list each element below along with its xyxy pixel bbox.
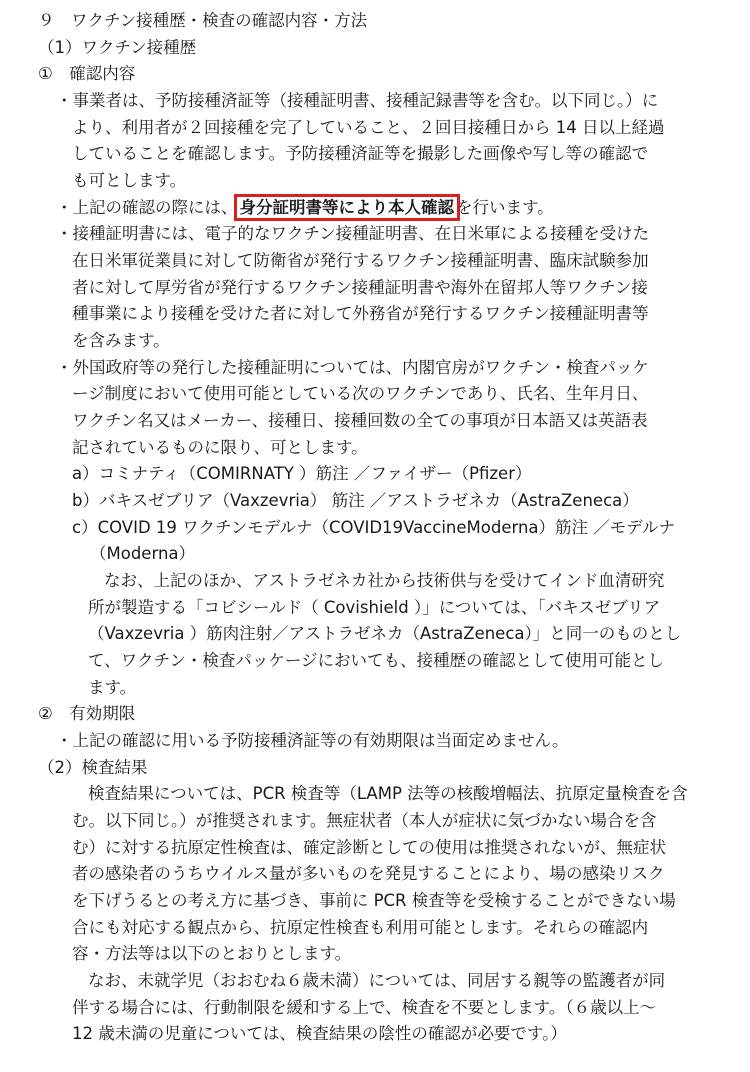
text-after-highlight: を行います。 bbox=[456, 197, 554, 217]
subsection-title-vaccination: （1）ワクチン接種歴 bbox=[38, 37, 197, 57]
paragraph-line: 伴する場合には、行動制限を緩和する上で、検査を不要とします。（６歳以上～ bbox=[72, 997, 657, 1017]
paragraph-line-identity bbox=[56, 195, 554, 222]
paragraph-line: なお、未就学児（おおむね６歳未満）については、同居する親等の監護者が同 bbox=[88, 971, 666, 990]
text-before-highlight: ・上記の確認の際には、 bbox=[56, 197, 238, 217]
paragraph-line: 検査結果については、PCR 検査等（LAMP 法等の核酸増幅法、抗原定量検査を含 bbox=[88, 784, 688, 804]
subsection-title-test: （2）検査結果 bbox=[38, 757, 148, 777]
paragraph-line: ・事業者は、予防接種済証等（接種証明書、接種記録書等を含む。以下同じ。）に bbox=[56, 91, 659, 110]
paragraph-line: ージ制度において使用可能としている次のワクチンであり、氏名、生年月日、 bbox=[72, 384, 649, 404]
paragraph-line: ・接種証明書には、電子的なワクチン接種証明書、在日米軍による接種を受けた bbox=[56, 224, 650, 244]
paragraph-line: 容・方法等は以下のとおりとします。 bbox=[72, 944, 352, 964]
paragraph-line: ワクチン名又はメーカー、接種日、接種回数の全ての事項が日本語又は英語表 bbox=[72, 411, 648, 430]
paragraph-line: を下げうるとの考え方に基づき、事前に PCR 検査等を受検することができない場 bbox=[72, 891, 676, 910]
paragraph-line: む）に対する抗原定性検査は、確定診断としての使用は推奨されないが、無症状 bbox=[72, 837, 666, 857]
section-heading: ９ ワクチン接種歴・検査の確認内容・方法 bbox=[38, 11, 368, 30]
note-line: 所が製造する「コビシールド（ Covishield ）」については、「バキスゼブリア bbox=[88, 597, 661, 617]
paragraph-line: 者に対して厚労省が発行するワクチン接種証明書や海外在留邦人等ワクチン接 bbox=[72, 277, 648, 297]
paragraph-line: 記されているものに限り、可とします。 bbox=[72, 437, 368, 457]
paragraph-line: を含みます。 bbox=[72, 331, 170, 350]
note-line: て、ワクチン・検査パッケージにおいても、接種歴の確認として使用可能とし bbox=[88, 651, 665, 670]
paragraph-line: 在日米軍従業員に対して防衛省が発行するワクチン接種証明書、臨床試験参加 bbox=[72, 251, 649, 270]
note-line: （Vaxzevria ）筋肉注射／アストラゼネカ（AstraZeneca）」と同一のものとし bbox=[88, 624, 682, 644]
paragraph-line: む。以下同じ。）が推奨されます。無症状者（本人が症状に気づかない場合を含 bbox=[72, 811, 657, 830]
vaccine-item: b）バキスゼブリア（Vaxzevria） 筋注 ／アストラゼネカ（AstraZeneca） bbox=[72, 491, 639, 510]
note-line: なお、上記のほか、アストラゼネカ社から技術供与を受けてインド血清研究 bbox=[104, 571, 665, 590]
note-line: ます。 bbox=[88, 677, 137, 697]
paragraph-line: していることを確認します。予防接種済証等を撮影した画像や写し等の確認で bbox=[72, 144, 649, 164]
paragraph-line: 合にも対応する観点から、抗原定性検査も利用可能とします。それらの確認内 bbox=[72, 917, 649, 937]
item-title-confirmation: ① 確認内容 bbox=[38, 64, 136, 84]
paragraph-line: ・外国政府等の発行した接種証明については、内閣官房がワクチン・検査パッケ bbox=[56, 357, 649, 377]
paragraph-line: より、利用者が２回接種を完了していること、２回目接種日から 14 日以上経過 bbox=[72, 117, 665, 137]
vaccine-item-cont: （Moderna） bbox=[90, 544, 196, 564]
paragraph-line: 者の感染者のうちウイルス量が多いものを発見することにより、場の感染リスク bbox=[72, 864, 665, 884]
vaccine-item: c）COVID 19 ワクチンモデルナ（COVID19VaccineModerna）筋注 ／モデルナ bbox=[72, 517, 675, 537]
item-title-validity: ② 有効期限 bbox=[38, 704, 136, 724]
paragraph-line: ・上記の確認に用いる予防接種済証等の有効期限は当面定めません。 bbox=[56, 731, 569, 750]
paragraph-line: 種事業により接種を受けた者に対して外務省が発行するワクチン接種証明書等 bbox=[72, 304, 649, 324]
paragraph-line: 12 歳未満の児童については、検査結果の陰性の確認が必要です。） bbox=[72, 1024, 567, 1044]
highlighted-identity-check: 身分証明書等により本人確認 bbox=[239, 197, 454, 217]
paragraph-line: も可とします。 bbox=[72, 171, 187, 190]
vaccine-item: a）コミナティ（COMIRNATY ）筋注 ／ファイザー（Pfizer） bbox=[72, 464, 532, 484]
